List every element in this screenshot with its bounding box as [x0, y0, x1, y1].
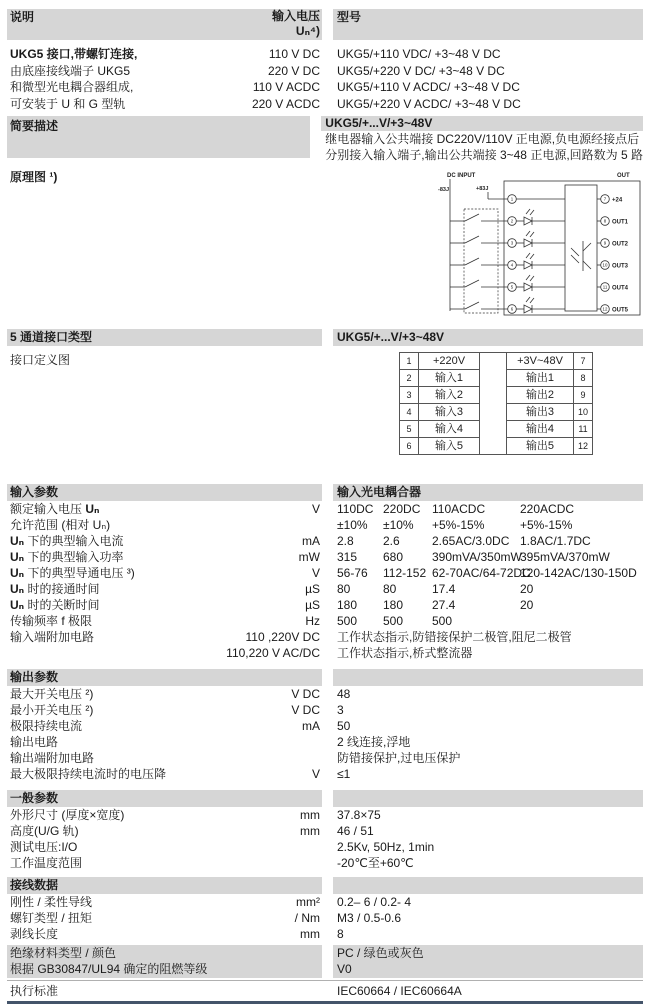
model-row [7, 46, 643, 63]
svg-text:OUT2: OUT2 [612, 241, 629, 248]
wiring-header [7, 877, 643, 894]
model-voltage: 110 V DC [268, 47, 320, 61]
svg-text:4: 4 [510, 262, 514, 268]
brief-section [7, 116, 643, 163]
input-params-right-label: 输入光电耦合器 [333, 484, 643, 501]
spec-row: 输出端附加电路 防错接保护,过电压保护 [10, 751, 461, 765]
output-params-label: 输出参数 [10, 670, 59, 684]
col-model-header: 型号 [333, 9, 643, 40]
spec-row: Uₙ 下的典型输入电流 mA 2.8 2.6 2.65AC/3.0DC 1.8AC/1.7DC [10, 534, 591, 548]
brief-line: 继电器输入公共端接 DC220V/110V 正电源,负电源经接点后 [325, 132, 640, 146]
interface-section [7, 352, 643, 460]
col-voltage-line1: 输入电压 [271, 9, 320, 23]
schematic-diagram [438, 169, 643, 317]
spec-row: 允许范围 (相对 Uₙ) ±10% ±10% +5%-15% +5%-15% [10, 518, 573, 532]
schematic-dc-input-label: DC INPUT [447, 173, 476, 179]
interface-row: 6 输入5 输出5 12 [400, 438, 593, 455]
svg-text:6: 6 [510, 306, 514, 312]
spec-row: Uₙ 时的关断时间 µS 180 180 27.4 20 [10, 598, 534, 612]
spec-row: 高度(U/G 轨) mm 46 / 51 [10, 824, 374, 838]
svg-text:OUT3: OUT3 [612, 263, 629, 270]
svg-text:7: 7 [603, 196, 607, 202]
model-desc: 可安装于 U 和 G 型轨 [10, 96, 126, 111]
spec-row: 传输频率 f 极限 Hz 500 500 500 [10, 614, 453, 628]
general-params-label: 一般参数 [10, 791, 59, 805]
spec-row: 极限持续电流 mA 50 [10, 719, 351, 733]
spec-unit: V [311, 502, 320, 516]
input-terminals [508, 195, 517, 314]
svg-text:5: 5 [510, 284, 514, 290]
svg-text:9: 9 [603, 240, 607, 246]
svg-text:2: 2 [510, 218, 514, 224]
interface-row: 3 输入2 输出2 9 [400, 387, 593, 404]
wiring-rows [7, 894, 643, 942]
svg-text:+24: +24 [612, 197, 623, 204]
brief-line: 分别接入输入端子,输出公共端接 3~48 正电源,回路数为 5 路 [325, 148, 643, 162]
schematic-out-label: OUT [617, 173, 630, 179]
spec-unit: 110 ,220V DC [245, 630, 320, 644]
spec-row: 额定输入电压 Uₙ V 110DC 220DC 110ACDC 220ACDC [10, 502, 575, 516]
general-params-rows [7, 807, 643, 871]
model-code: UKG5/+110 VDC/ +3~48 V DC [337, 47, 501, 61]
svg-text:8: 8 [603, 218, 607, 224]
insulation-left-line1: 绝缘材料类型 / 颜色 [10, 946, 117, 960]
brief-right [321, 116, 643, 163]
brief-label: 简要描述 [7, 116, 310, 158]
spec-row: 刚性 / 柔性导线 mm² 0.2– 6 / 0.2- 4 [10, 895, 412, 909]
model-desc: 和微型光电耦合器组成, [10, 80, 134, 94]
interface-row: 1 +220V +3V~48V 7 [400, 353, 593, 370]
led-symbols [516, 199, 565, 313]
spec-row: 工作温度范围 -20℃至+60℃ [10, 856, 414, 870]
svg-text:12: 12 [602, 306, 608, 312]
spec-row: 最小开关电压 ²) V DC 3 [10, 703, 344, 717]
channel-left-label: 5 通道接口类型 [10, 330, 93, 344]
model-table [7, 46, 643, 112]
model-code: UKG5/+110 V ACDC/ +3~48 V DC [337, 80, 520, 94]
svg-text:3: 3 [510, 240, 514, 246]
schematic-area [329, 169, 643, 319]
wiring-label: 接线数据 [10, 878, 59, 892]
top-header [7, 5, 643, 40]
model-voltage: 220 V DC [267, 63, 320, 78]
input-params-header [7, 484, 643, 501]
model-row [7, 96, 643, 113]
model-row [7, 63, 643, 80]
svg-text:OUT5: OUT5 [612, 307, 629, 314]
model-voltage: 220 V ACDC [251, 96, 320, 111]
schematic-label: 原理图 ¹) [10, 170, 58, 184]
spec-unit: mA [302, 534, 320, 548]
schematic-pos-label: +83J [476, 186, 489, 192]
interface-sub-label: 接口定义图 [10, 353, 71, 367]
spec-row: 外形尺寸 (厚度×宽度) mm 37.8×75 [10, 808, 381, 822]
brief-title: UKG5/+...V/+3~48V [321, 116, 643, 131]
insulation-section [7, 945, 643, 978]
spec-unit: mW [298, 550, 320, 564]
insulation-right-line2: V0 [337, 961, 352, 976]
switch-contacts [450, 214, 508, 309]
svg-text:11: 11 [602, 284, 608, 290]
interface-row: 4 输入3 输出3 10 [400, 404, 593, 421]
spec-row: Uₙ 时的接通时间 µS 80 80 17.4 20 [10, 582, 534, 596]
spec-row: 输出电路 2 线连接,浮地 [10, 735, 411, 749]
insulation-left-line2: 根据 GB30847/UL94 确定的阻燃等级 [10, 961, 208, 976]
spec-row: 剥线长度 mm 8 [10, 927, 344, 941]
output-params-header [7, 669, 643, 686]
col-voltage-header [272, 9, 322, 40]
spec-row: Uₙ 下的典型导通电压 ³) V 56-76 112-152 62-70AC/64-72DC 120-142AC/130-150D [10, 566, 637, 580]
interface-row: 2 输入1 输出1 8 [400, 370, 593, 387]
input-params-left-label: 输入参数 [10, 485, 59, 499]
svg-text:OUT4: OUT4 [612, 285, 629, 292]
channel-section-header [7, 329, 643, 346]
spec-row: 最大极限持续电流时的电压降 V ≤1 [10, 767, 351, 781]
spec-row: 输入端附加电路 110 ,220V DC 工作状态指示,防错接保护二极管,阻尼二极管 [10, 630, 572, 644]
general-params-header [7, 790, 643, 807]
svg-text:10: 10 [602, 262, 608, 268]
model-desc: 由底座接线端子 UKG5 [10, 63, 131, 78]
spec-row: 螺钉类型 / 扭矩 / Nm M3 / 0.5-0.6 [10, 911, 402, 925]
model-code: UKG5/+220 V ACDC/ +3~48 V DC [337, 96, 521, 111]
top-header-left [7, 9, 322, 40]
spec-unit: V [311, 566, 320, 580]
standards-label: 执行标准 [10, 984, 59, 998]
spec-row: 测试电压:I/O 2.5Kv, 50Hz, 1min [10, 840, 435, 854]
spec-unit: 110,220 V AC/DC [226, 646, 320, 660]
col-desc-header: 说明 [10, 10, 35, 24]
spec-row: Uₙ 下的典型输入功率 mW 315 680 390mVA/350mW 395mVA/370mW [10, 550, 610, 564]
spec-unit: µS [305, 582, 320, 596]
standards-section [7, 980, 643, 999]
output-terminals [597, 195, 629, 314]
interface-table [399, 352, 593, 455]
spec-row: 110,220 V AC/DC 工作状态指示,桥式整流器 [226, 646, 473, 660]
schematic-section [7, 169, 643, 319]
insulation-right-line1: PC / 绿色或灰色 [337, 946, 424, 960]
col-voltage-line2: Uₙ⁴) [295, 24, 320, 38]
spec-row: 最大开关电压 ²) V DC 48 [10, 687, 351, 701]
spec-unit: Hz [305, 614, 320, 628]
interface-row: 5 输入4 输出4 11 [400, 421, 593, 438]
svg-text:OUT1: OUT1 [612, 219, 629, 226]
standards-value: IEC60664 / IEC60664A [337, 984, 462, 998]
model-row [7, 79, 643, 96]
input-params-rows [7, 501, 643, 661]
output-params-rows [7, 686, 643, 782]
svg-text:1: 1 [510, 196, 514, 202]
model-desc: UKG5 接口,带螺钉连接, [10, 47, 138, 61]
model-code: UKG5/+220 V DC/ +3~48 V DC [337, 63, 505, 78]
channel-right-label: UKG5/+...V/+3~48V [333, 329, 643, 346]
optocoupler-symbol [565, 185, 597, 311]
schematic-neg-label: -83J [438, 187, 450, 193]
model-voltage: 110 V ACDC [252, 80, 320, 94]
spec-unit: µS [305, 598, 320, 612]
